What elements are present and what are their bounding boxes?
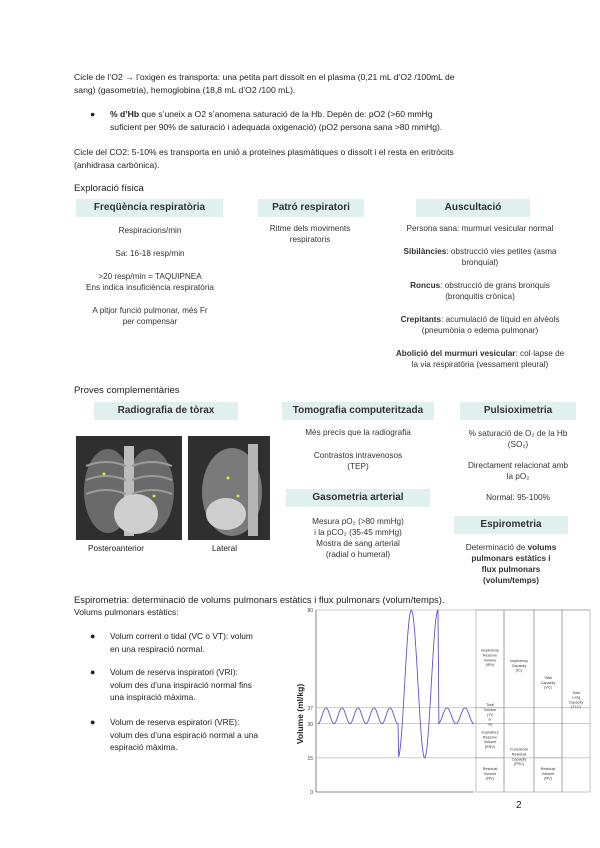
intro-o2-line2: sang) (gasometria), hemoglobina (18,8 mL d’O2 /100 mL). — [74, 85, 296, 95]
section-heading-proves: Proves complementàries — [74, 385, 180, 396]
ausc-abo-l2: la via respiratòria (vessament pleural) — [411, 360, 549, 369]
tag-radiografia: Radiografia de tòrax — [94, 402, 238, 420]
xray-caption-lateral: Lateral — [212, 544, 238, 553]
list-item — [90, 666, 300, 704]
y-axis-label: Volume (ml/kg) — [295, 683, 305, 745]
item2-a: Volum de reserva espiratori (VRE): — [110, 717, 240, 727]
item2-b: volum des d’una espiració normal a una — [110, 729, 259, 740]
intro-co2 — [74, 146, 544, 172]
capacity-label: Vital Capacity (VC) — [540, 676, 556, 690]
espiro-l1: Determinació de — [465, 543, 526, 552]
intro-o2 — [74, 71, 534, 97]
capacity-label: Functional Residual Capacity (FRC) — [510, 747, 528, 767]
espirometria-subheading: Volums pulmonars estàtics: — [74, 607, 179, 617]
gaso-l3: Mostra de sang arterial — [316, 539, 400, 548]
capacity-label: Inspiratory Reserve Volume (IRV) — [481, 648, 499, 668]
pulsi-l1: % saturació de O₂ de la Hb — [468, 429, 568, 438]
ausc-ron-rest: : obstrucció de grans bronquis — [440, 281, 550, 290]
spirometry-chart — [294, 604, 594, 796]
bullet-dot: ● — [90, 667, 96, 677]
freq-text — [66, 225, 234, 327]
ausc-ron-l2: (bronquitis crònica) — [445, 292, 515, 301]
espiro-l1-bold: volums — [525, 543, 557, 552]
tag-tomografia: Tomografia computeritzada — [282, 402, 434, 420]
tag-gasometria: Gasometria arterial — [286, 489, 430, 507]
espiro-l3: flux pulmonars — [481, 565, 541, 574]
capacity-column — [476, 610, 504, 792]
patro-l2: respiratoris — [289, 235, 331, 244]
item2-c: espiració màxima. — [110, 742, 178, 752]
item1-b: volum des d’una inspiració normal fins — [110, 679, 252, 690]
y-tick-label: 37 — [307, 705, 313, 712]
tomo-l1: Més precís que la radiografia — [305, 428, 411, 437]
gaso-l4: (radial o humeral) — [325, 550, 391, 559]
intro-bullet — [90, 108, 530, 134]
ausc-abo-bold: Abolició del murmuri vesicular — [395, 349, 516, 358]
item0-b: en una respiració normal. — [110, 643, 205, 654]
bullet-dot: ● — [90, 109, 96, 119]
tag-espirometria: Espirometria — [454, 516, 568, 534]
ausc-cre-bold: Crepitants — [400, 315, 442, 324]
item0-a: Volum corrent o tidal (VC o VT): volum — [110, 631, 253, 641]
intro-co2-line2: (anhidrasa carbònica). — [74, 160, 160, 170]
bullet-bold: % d’Hb — [110, 109, 140, 119]
patro-l1: Ritme dels moviments — [269, 224, 351, 233]
y-tick-label: 15 — [307, 755, 313, 762]
ausc-cre-rest: : acumulació de líquid en alvèols — [441, 315, 560, 324]
capacity-label: Expiratory Reserve Volume (ERV) — [481, 730, 499, 750]
capacity-label: Residual Volume (RV) — [540, 767, 556, 781]
y-tick-label: 80 — [307, 608, 313, 614]
page-number: 2 — [516, 800, 522, 811]
intro-co2-line1: Cicle del CO2: 5-10% es transporta en unió a proteïnes plasmàtiques o dissolt i el resta en eritròcits — [74, 147, 454, 157]
section-heading-exploracio: Exploració física — [74, 183, 144, 194]
ausc-cre-l2: (pneumònia o edema pulmonar) — [421, 326, 539, 335]
xray-caption-pa: Posteroanterior — [88, 544, 144, 553]
gaso-l1: Mesura pO₂ (>80 mmHg) — [312, 517, 404, 526]
freq-l6: per compensar — [122, 317, 178, 326]
capacity-label: Inspiratory Capacity (IC) — [510, 659, 528, 673]
tag-patro: Patró respiratori — [258, 199, 364, 217]
item1-a: Volum de reserva inspiratori (VRI): — [110, 667, 238, 677]
bullet-dot: ● — [90, 717, 96, 727]
tomo-text — [276, 427, 440, 472]
bullet-dot: ● — [90, 631, 96, 641]
patro-text — [240, 223, 380, 245]
pulsi-l3: Directament relacionat amb — [467, 461, 569, 470]
tomo-l2: Contrastos intravenosos — [313, 451, 403, 460]
freq-l2: Sa: 16-18 resp/min — [115, 249, 185, 258]
freq-l3: >20 resp/min = TAQUIPNEA — [98, 272, 202, 281]
list-item — [90, 630, 300, 655]
list-item — [90, 716, 300, 754]
tag-auscultacio: Auscultació — [416, 199, 530, 217]
xray-posteroanterior — [76, 436, 182, 540]
freq-l5: A pitjor funció pulmonar, més Fr — [92, 306, 208, 315]
tag-frequencia: Freqüència respiratòria — [76, 199, 223, 217]
espiro-l4: (volum/temps) — [483, 576, 539, 585]
capacity-label: Total Lung Capacity (TLC) — [568, 690, 584, 710]
ausc-abo-rest: : col·lapse de — [515, 349, 565, 358]
y-tick-label: 0 — [310, 790, 313, 796]
y-tick-label: 30 — [307, 721, 313, 728]
tomo-l3: (TEP) — [347, 462, 369, 471]
capacity-label: Tidal Volume (TV or Vt) — [483, 703, 497, 727]
freq-l4: Ens indica insuficiència respiratòria — [86, 283, 214, 292]
bullet-rest: que s’uneix a O2 s’anomena saturació de la Hb. Depèn de: pO2 (>60 mmHg — [139, 109, 433, 119]
volume-curve — [318, 610, 474, 758]
pulsi-l4: la pO₂ — [506, 472, 530, 481]
gaso-text — [276, 516, 440, 560]
ausc-sana: Persona sana: murmuri vesicular normal — [406, 224, 554, 233]
pulsi-text — [446, 428, 590, 503]
gaso-l2: i la pCO₂ (35-45 mmHg) — [314, 528, 402, 537]
ausc-sib-l2: bronquial) — [461, 258, 499, 267]
item1-c: una inspiració màxima. — [110, 692, 196, 702]
ausc-sib-bold: Sibilàncies — [403, 247, 447, 256]
capacity-label: Residual Volume (RV) — [482, 767, 498, 781]
intro-o2-line1: Cicle de l’O2 → l’oxigen es transporta: una petita part dissolt en el plasma (0,21 mL d’O2 /100mL de — [74, 72, 455, 82]
pulsi-l2: (SO₂) — [507, 440, 529, 449]
ausc-text — [380, 223, 580, 370]
espiro-text — [440, 542, 582, 586]
bullet-line2: suficient per 90% de saturació i adequada oxigenació) (pO2 persona sana >80 mmHg). — [110, 122, 443, 132]
ausc-sib-rest: : obstrucció vies petites (asma — [446, 247, 557, 256]
espirometria-heading: Espirometria: determinació de volums pulmonars estàtics i flux pulmonars (volum/temps). — [74, 594, 445, 605]
pulsi-l5: Normal: 95-100% — [486, 493, 550, 502]
capacity-column — [534, 610, 562, 792]
espiro-l2: pulmonars estàtics i — [471, 554, 551, 563]
xray-lateral — [188, 436, 270, 540]
ausc-ron-bold: Roncus — [410, 281, 441, 290]
tag-pulsioximetria: Pulsioximetria — [460, 402, 576, 420]
freq-l1: Respiracions/min — [118, 226, 182, 235]
